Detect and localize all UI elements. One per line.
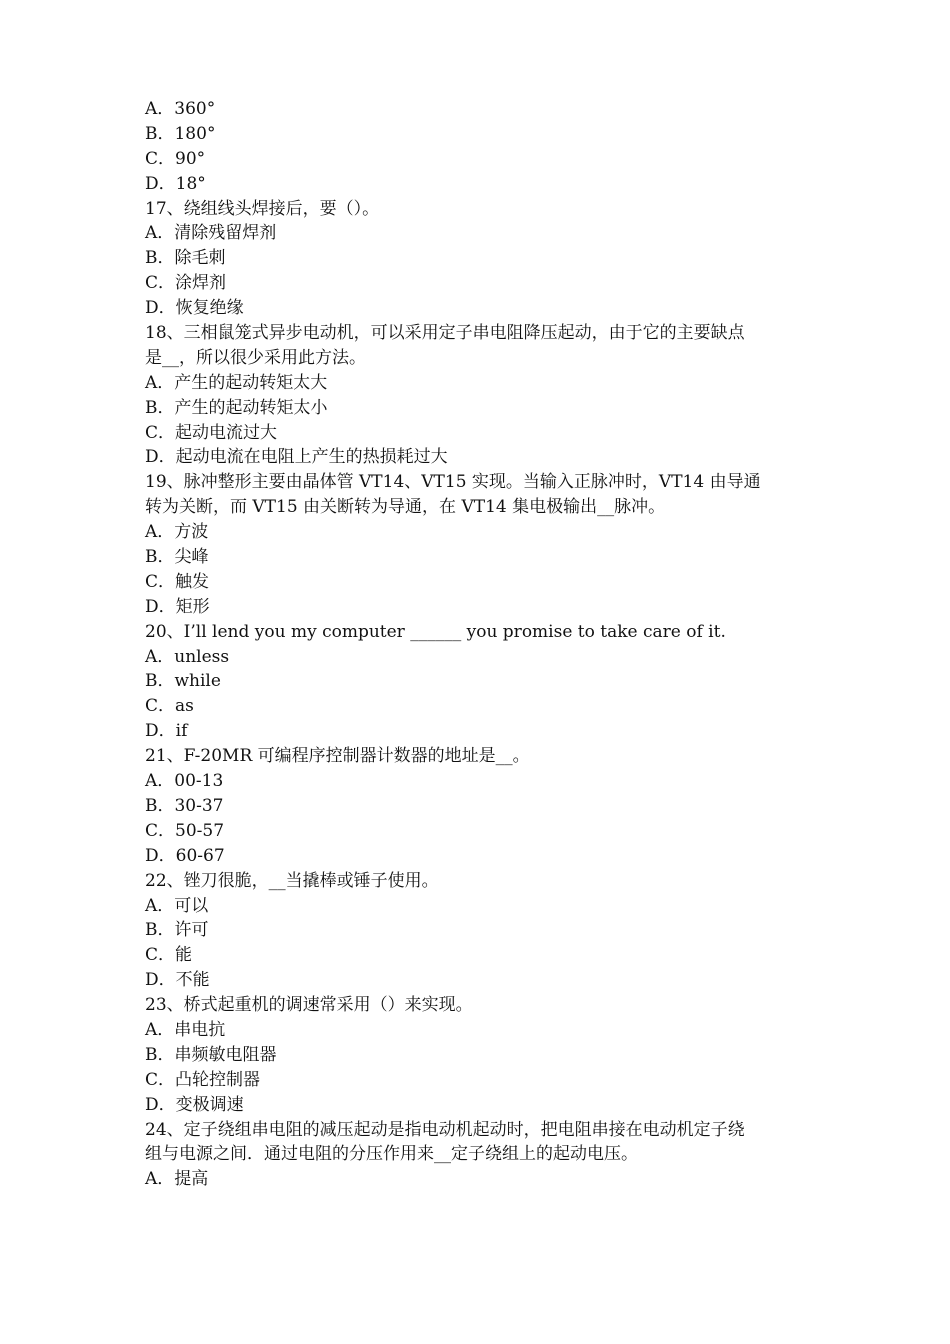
- option-line: B．while: [145, 671, 221, 692]
- question-stem: 20、I’ll lend you my computer ______ you promise to take care of it.: [145, 621, 726, 642]
- option-line: C．涂焊剂: [145, 273, 227, 294]
- option-line: B．尖峰: [145, 547, 209, 568]
- question-block: [145, 321, 815, 470]
- lead-options: [145, 97, 815, 197]
- option-line: D．恢复绝缘: [145, 298, 244, 319]
- option-line: D．变极调速: [145, 1094, 244, 1115]
- option-line: A．unless: [145, 646, 230, 667]
- question-block: [145, 993, 815, 1117]
- option-line: C．起动电流过大: [145, 422, 278, 443]
- question-stem: 22、锉刀很脆，__当撬棒或锤子使用。: [145, 870, 439, 891]
- option-line: B．除毛刺: [145, 248, 226, 269]
- option-line: A．产生的起动转矩太大: [145, 372, 328, 393]
- question-stem: 21、F-20MR 可编程序控制器计数器的地址是__。: [145, 746, 530, 767]
- question-block: [145, 869, 815, 993]
- question-block: [145, 1118, 815, 1193]
- option-line: D．不能: [145, 970, 210, 991]
- option-line: C．凸轮控制器: [145, 1069, 261, 1090]
- option-line: B．30-37: [145, 795, 224, 816]
- option-line: D．if: [145, 721, 188, 742]
- option-line: B．180°: [145, 123, 216, 144]
- question-stem: 23、桥式起重机的调速常采用（）来实现。: [145, 995, 473, 1016]
- option-line: D．矩形: [145, 596, 210, 617]
- question-block: [145, 744, 815, 868]
- option-line: A．360°: [145, 99, 216, 119]
- question-stem: 是__，所以很少采用此方法。: [145, 347, 366, 368]
- document-page: [145, 97, 815, 1192]
- option-line: D．起动电流在电阻上产生的热损耗过大: [145, 447, 448, 468]
- question-stem: 19、脉冲整形主要由晶体管 VT14、VT15 实现。当输入正脉冲时，VT14 由导通: [145, 472, 761, 493]
- question-stem: 17、绕组线头焊接后，要（）。: [145, 198, 380, 219]
- question-list: [145, 197, 815, 1193]
- question-block: [145, 620, 815, 744]
- option-line: A．提高: [145, 1169, 209, 1190]
- option-line: B．串频敏电阻器: [145, 1044, 277, 1065]
- option-line: A．00-13: [145, 771, 224, 792]
- option-line: A．方波: [145, 522, 209, 543]
- option-line: C．50-57: [145, 820, 225, 841]
- question-stem: 24、定子绕组串电阻的减压起动是指电动机起动时，把电阻串接在电动机定子绕: [145, 1119, 745, 1140]
- question-stem: 18、三相鼠笼式异步电动机，可以采用定子串电阻降压起动，由于它的主要缺点: [145, 323, 745, 344]
- question-stem: 组与电源之间．通过电阻的分压作用来__定子绕组上的起动电压。: [145, 1144, 638, 1165]
- question-block: [145, 470, 815, 619]
- option-line: B．产生的起动转矩太小: [145, 397, 328, 418]
- option-line: D．60-67: [145, 845, 225, 866]
- option-line: C．能: [145, 945, 193, 966]
- question-block: [145, 197, 815, 321]
- option-line: A．清除残留焊剂: [145, 223, 277, 244]
- option-line: C．90°: [145, 148, 206, 169]
- option-line: B．许可: [145, 920, 209, 941]
- option-line: A．可以: [145, 895, 209, 916]
- option-line: D．18°: [145, 173, 206, 194]
- option-line: A．串电抗: [145, 1019, 226, 1040]
- option-line: C．触发: [145, 571, 210, 592]
- question-stem: 转为关断，而 VT15 由关断转为导通，在 VT14 集电极输出__脉冲。: [145, 497, 666, 518]
- option-line: C．as: [145, 696, 194, 717]
